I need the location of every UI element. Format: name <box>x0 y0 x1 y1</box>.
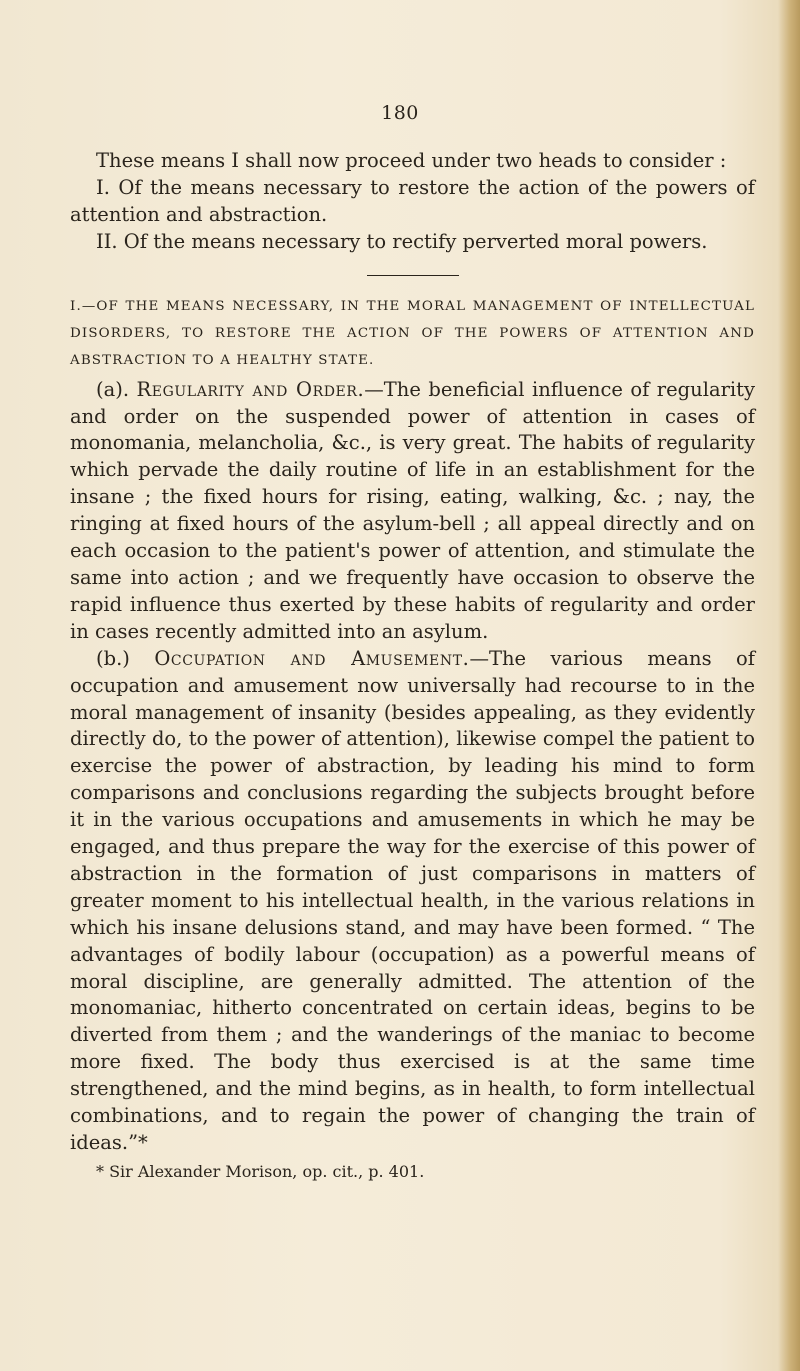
paragraph-a-title: Regularity and Order. <box>136 377 365 401</box>
paragraph-b-title: Occupation and Amusement. <box>154 646 470 670</box>
page-edge-shadow <box>778 0 800 1371</box>
paragraph-b-label: (b.) <box>96 646 130 670</box>
section-divider <box>367 275 459 276</box>
page-body <box>70 148 755 1186</box>
intro-lead: These means I shall now proceed under two heads to consider : <box>96 149 727 172</box>
paragraph-occupation <box>70 646 755 1157</box>
page-number: 180 <box>381 102 419 124</box>
paragraph-a-body: —The beneficial influence of regularity and order on the suspended power of attention in cases of monomania, melancholia, &c., is very great. The habits of regularity which pervade the daily routine of life in an establishment for the insane ; the fixed hours for rising, eating, walking, &c. ; nay, the ringing at fixed hours of the asylum-bell ; all appeal directly and on each occasion to the patient's power of attention, and stimulate the same into action ; and we frequently have occasion to observe the rapid influence thus exerted by these habits of regularity and order in cases recently admitted into an asylum. <box>70 377 755 643</box>
section-heading: I.—OF THE MEANS NECESSARY, IN THE MORAL MANAGEMENT OF INTELLECTUAL DISORDERS, TO RESTORE THE ACTION OF THE POWERS OF ATTENTION AND ABSTRACTION TO A HEALTHY STATE. <box>70 298 755 368</box>
intro-item-2: II. Of the means necessary to rectify perverted moral powers. <box>96 229 708 253</box>
footnote: * Sir Alexander Morison, op. cit., p. 401. <box>96 1161 425 1181</box>
paragraph-a-label: (a). <box>96 377 130 401</box>
paragraph-regularity <box>70 377 755 646</box>
paragraph-b-body: —The various means of occupation and amusement now universally had recourse to in the moral management of insanity (besides appealing, as they evidently directly do, to the power of attention), likewise compel the patient to exercise the power of abstraction, by leading his mind to form comparisons and conclusions regarding the subjects brought before it in the various occupations and amusements in which he may be engaged, and thus prepare the way for the exercise of this power of abstraction in the formation of just comparisons in matters of greater moment to his intellectual health, in the various relations in which his insane delusions stand, and may have been formed. “ The advantages of bodily labour (occupation) as a powerful means of moral discipline, are generally admitted. The attention of the monomaniac, hitherto concentrated on certain ideas, begins to be diverted from them ; and the wanderings of the maniac to become more fixed. The body thus exercised is at the same time strengthened, and the mind begins, as in health, to form intellectual combinations, and to regain the power of changing the train of ideas.”* <box>70 646 756 1154</box>
intro-item-1: I. Of the means necessary to restore the action of the powers of attention and abstraction. <box>70 175 755 226</box>
